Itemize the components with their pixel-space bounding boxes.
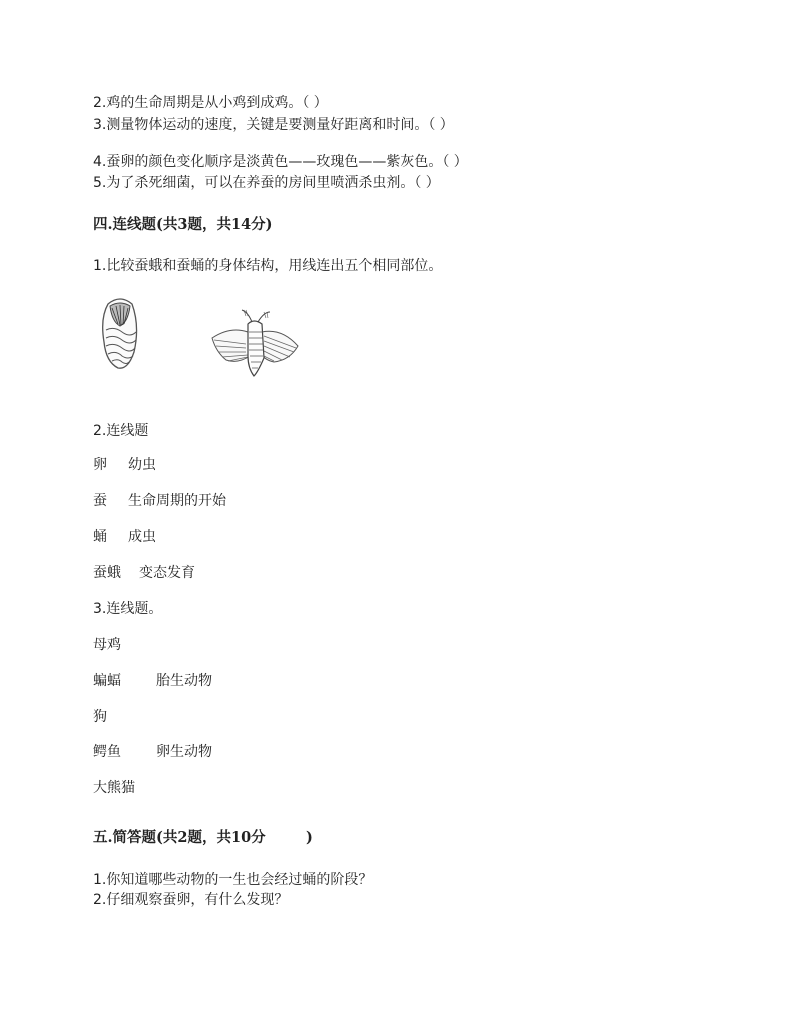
matching-right-item: 变态发育 [139, 565, 195, 581]
tf-question-2: 2.鸡的生命周期是从小鸡到成鸡。（ ） [93, 95, 328, 111]
matching-row [93, 564, 195, 582]
matching-left-item: 蝙蝠 [93, 673, 121, 689]
matching-row [93, 636, 156, 654]
silkworm-pupa-icon [98, 296, 142, 372]
matching-left-item: 卵 [93, 457, 107, 473]
matching-left-item: 蚕蛾 [93, 565, 121, 581]
matching-row [93, 456, 156, 474]
matching-row [93, 672, 212, 690]
matching-question-1: 1.比较蚕蛾和蚕蛹的身体结构，用线连出五个相同部位。 [93, 258, 443, 274]
tf-question-4: 4.蚕卵的颜色变化顺序是淡黄色——玫瑰色——紫灰色。（ ） [93, 154, 468, 170]
matching-right-item: 生命周期的开始 [128, 493, 226, 509]
matching-question-2-title: 2.连线题 [93, 423, 149, 439]
matching-row [93, 708, 156, 726]
matching-left-item: 蛹 [93, 529, 107, 545]
tf-question-3: 3.测量物体运动的速度，关键是要测量好距离和时间。（ ） [93, 117, 454, 133]
tf-question-5: 5.为了杀死细菌，可以在养蚕的房间里喷洒杀虫剂。（ ） [93, 175, 440, 191]
short-answer-question-2: 2.仔细观察蚕卵，有什么发现？ [93, 892, 289, 908]
matching-right-item: 胎生动物 [156, 673, 212, 689]
section-5-heading: 五.简答题(共2题，共10分 ) [93, 829, 313, 846]
section-4-heading: 四.连线题(共3题，共14分) [93, 216, 273, 233]
matching-right-item: 成虫 [128, 529, 156, 545]
matching-right-item: 幼虫 [128, 457, 156, 473]
silkworm-moth-icon [208, 306, 302, 378]
matching-left-item: 鳄鱼 [93, 744, 121, 760]
matching-right-item: 卵生动物 [156, 744, 212, 760]
matching-left-item: 狗 [93, 709, 107, 725]
matching-row [93, 528, 156, 546]
matching-row [93, 743, 212, 761]
matching-row [93, 492, 226, 510]
short-answer-question-1: 1.你知道哪些动物的一生也会经过蛹的阶段？ [93, 872, 373, 888]
matching-left-item: 蚕 [93, 493, 107, 509]
matching-left-item: 大熊猫 [93, 780, 135, 796]
matching-row [93, 779, 156, 797]
matching-left-item: 母鸡 [93, 637, 121, 653]
matching-question-3-title: 3.连线题。 [93, 601, 163, 617]
